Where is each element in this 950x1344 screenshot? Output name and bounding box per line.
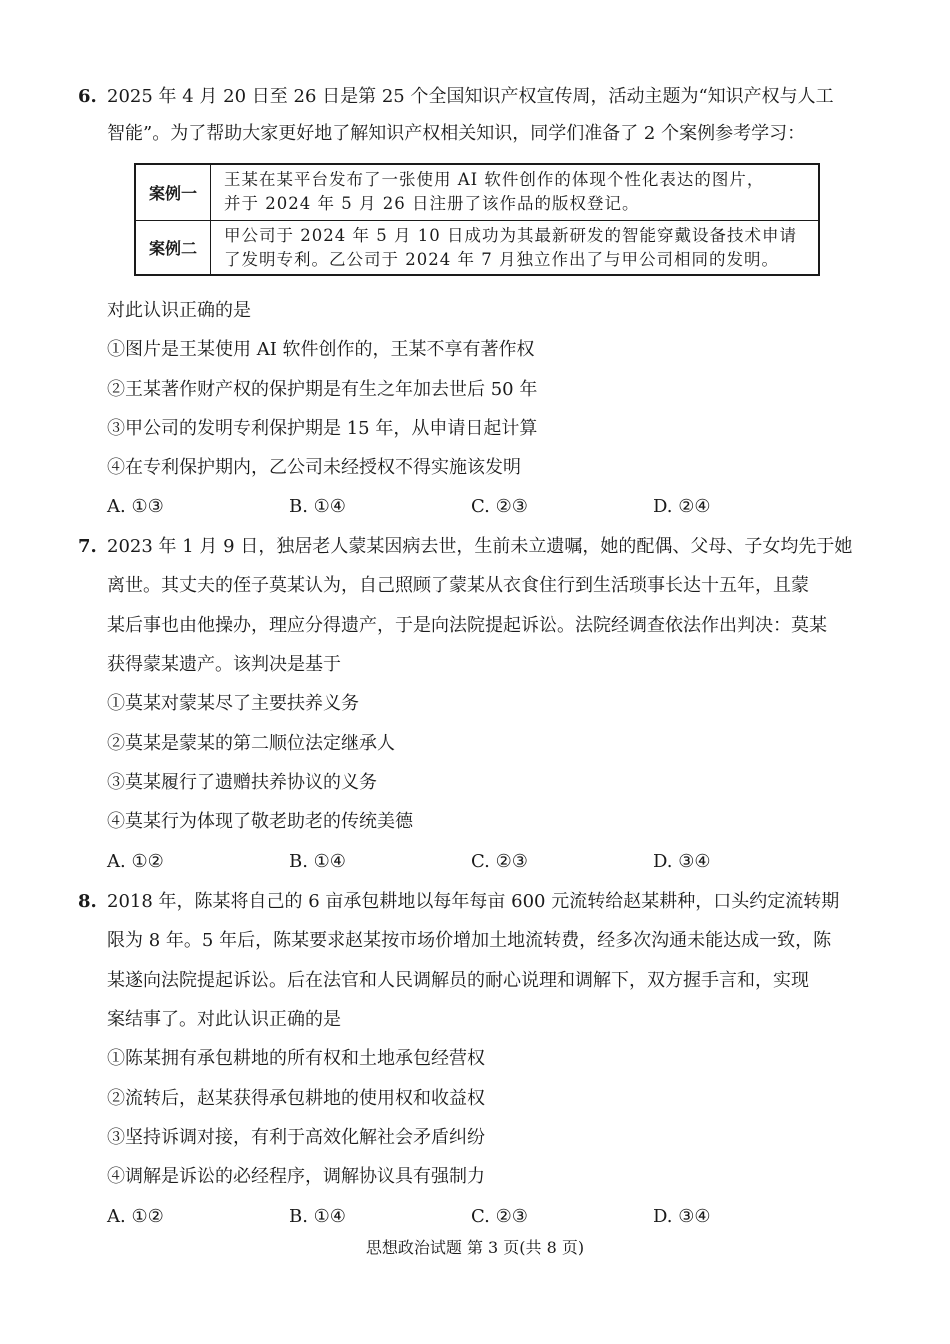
question-7-number: 7. xyxy=(78,536,97,557)
question-7-option-c[interactable]: C. ②③ xyxy=(471,851,528,872)
question-8-option-c[interactable]: C. ②③ xyxy=(471,1206,528,1227)
question-6-option-b[interactable]: B. ①④ xyxy=(289,496,346,517)
question-6-options xyxy=(107,494,852,520)
question-8-statement-2: ②流转后，赵某获得承包耕地的使用权和收益权 xyxy=(107,1088,485,1109)
question-7-option-d[interactable]: D. ③④ xyxy=(653,851,711,872)
question-8-options xyxy=(107,1204,852,1230)
question-7-stem-line-1: 2023 年 1 月 9 日，独居老人蒙某因病去世，生前未立遗嘱，她的配偶、父母、子女均先于她 xyxy=(107,536,853,557)
question-8-option-d[interactable]: D. ③④ xyxy=(653,1206,711,1227)
case-row-1 xyxy=(136,165,818,221)
case-table xyxy=(134,163,820,276)
case-2-text-line-2: 了发明专利。乙公司于 2024 年 7 月独立作出了与甲公司相同的发明。 xyxy=(224,250,779,269)
question-8-stem-line-4: 案结事了。对此认识正确的是 xyxy=(107,1009,341,1030)
case-2-label: 案例二 xyxy=(136,221,211,274)
question-6-option-a[interactable]: A. ①③ xyxy=(107,496,164,517)
question-7-options xyxy=(107,849,852,875)
question-8-statement-3: ③坚持诉调对接，有利于高效化解社会矛盾纠纷 xyxy=(107,1127,485,1148)
question-7-statement-4: ④莫某行为体现了敬老助老的传统美德 xyxy=(107,811,413,832)
case-1-text-line-2: 并于 2024 年 5 月 26 日注册了该作品的版权登记。 xyxy=(224,194,640,213)
question-6-number: 6. xyxy=(78,86,97,107)
question-6-statement-3: ③甲公司的发明专利保护期是 15 年，从申请日起计算 xyxy=(107,418,538,439)
question-8-option-b[interactable]: B. ①④ xyxy=(289,1206,346,1227)
case-1-label: 案例一 xyxy=(136,165,211,220)
question-7-stem-line-3: 某后事也由他操办，理应分得遗产，于是向法院提起诉讼。法院经调查依法作出判决：莫某 xyxy=(107,615,827,636)
question-8-number: 8. xyxy=(78,891,97,912)
question-7-stem-line-4: 获得蒙某遗产。该判决是基于 xyxy=(107,654,341,675)
case-1-text-line-1: 王某在某平台发布了一张使用 AI 软件创作的体现个性化表达的图片， xyxy=(224,170,765,189)
question-8-stem-line-2: 限为 8 年。5 年后，陈某要求赵某按市场价增加土地流转费，经多次沟通未能达成一致，陈 xyxy=(107,930,832,951)
question-6-stem-line-2: 智能”。为了帮助大家更好地了解知识产权相关知识，同学们准备了 2 个案例参考学习： xyxy=(107,123,806,144)
question-6-stem-line-1: 2025 年 4 月 20 日至 26 日是第 25 个全国知识产权宣传周，活动主题为“知识产权与人工 xyxy=(107,86,834,107)
question-8-option-a[interactable]: A. ①② xyxy=(107,1206,164,1227)
question-6-option-c[interactable]: C. ②③ xyxy=(471,496,528,517)
question-7-statement-1: ①莫某对蒙某尽了主要扶养义务 xyxy=(107,693,359,714)
question-6-prompt: 对此认识正确的是 xyxy=(107,300,251,321)
question-7-statement-2: ②莫某是蒙某的第二顺位法定继承人 xyxy=(107,733,395,754)
question-8-stem-line-1: 2018 年，陈某将自己的 6 亩承包耕地以每年每亩 600 元流转给赵某耕种，口头约定流转期 xyxy=(107,891,840,912)
question-7-option-a[interactable]: A. ①② xyxy=(107,851,164,872)
page-footer: 思想政治试题 第 3 页(共 8 页) xyxy=(365,1238,585,1257)
case-row-2 xyxy=(136,221,818,274)
question-6-statement-1: ①图片是王某使用 AI 软件创作的，王某不享有著作权 xyxy=(107,339,535,360)
question-7-option-b[interactable]: B. ①④ xyxy=(289,851,346,872)
question-7-stem-line-2: 离世。其丈夫的侄子莫某认为，自己照顾了蒙某从衣食住行到生活琐事长达十五年，且蒙 xyxy=(107,575,809,596)
question-6-option-d[interactable]: D. ②④ xyxy=(653,496,711,517)
case-2-text-line-1: 甲公司于 2024 年 5 月 10 日成功为其最新研发的智能穿戴设备技术申请 xyxy=(224,226,797,245)
question-8-statement-1: ①陈某拥有承包耕地的所有权和土地承包经营权 xyxy=(107,1048,485,1069)
question-7-statement-3: ③莫某履行了遗赠扶养协议的义务 xyxy=(107,772,377,793)
question-6-statement-4: ④在专利保护期内，乙公司未经授权不得实施该发明 xyxy=(107,457,521,478)
question-8-statement-4: ④调解是诉讼的必经程序，调解协议具有强制力 xyxy=(107,1166,485,1187)
question-6-statement-2: ②王某著作财产权的保护期是有生之年加去世后 50 年 xyxy=(107,379,538,400)
question-8-stem-line-3: 某遂向法院提起诉讼。后在法官和人民调解员的耐心说理和调解下，双方握手言和，实现 xyxy=(107,970,809,991)
